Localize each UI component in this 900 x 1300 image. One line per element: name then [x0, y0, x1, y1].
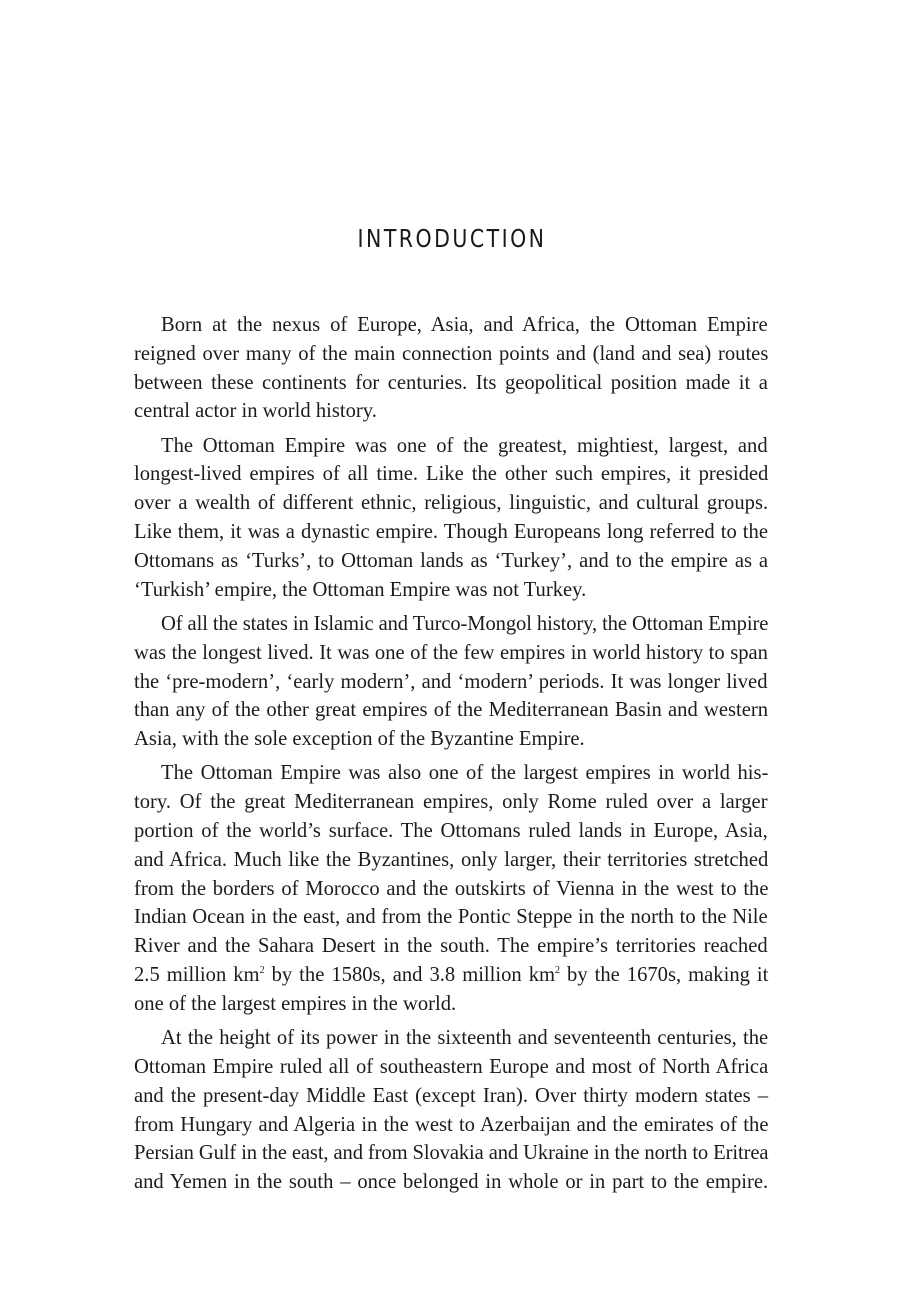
- text-line: and Africa. Much like the Byzantines, only larger, their territories stretched: [134, 848, 769, 871]
- text-line: portion of the world’s surface. The Ottomans ruled lands in Europe, Asia,: [134, 820, 768, 843]
- text-line: tory. Of the great Mediterranean empires, only Rome ruled over a larger: [134, 791, 768, 814]
- text-fragment: by the 1580s, and 3.8 million km: [264, 964, 556, 987]
- text-line: and the present-day Middle East (except Iran). Over thirty modern states –: [134, 1084, 769, 1107]
- text-fragment: 2.5 million km: [134, 964, 260, 987]
- paragraph-4: [134, 759, 768, 1018]
- superscript: 2: [555, 965, 561, 977]
- text-line: At the height of its power in the sixteenth and seventeenth centuries, the: [161, 1027, 769, 1050]
- superscript: 2: [259, 965, 265, 977]
- text-line: longest-lived empires of all time. Like the other such empires, it presided: [134, 463, 769, 486]
- text-line: The Ottoman Empire was also one of the largest empires in world his-: [161, 762, 769, 785]
- text-line: from the borders of Morocco and the outskirts of Vienna in the west to the: [134, 877, 769, 900]
- text-line: from Hungary and Algeria in the west to Azerbaijan and the emirates of the: [134, 1113, 769, 1136]
- text-line: Asia, with the sole exception of the Byzantine Empire.: [134, 728, 585, 751]
- paragraph-2: [134, 432, 768, 605]
- text-line: Indian Ocean in the east, and from the Pontic Steppe in the north to the Nile: [134, 906, 768, 929]
- text-line: ‘Turkish’ empire, the Ottoman Empire was not Turkey.: [134, 578, 587, 601]
- paragraph-5: [134, 1024, 768, 1197]
- text-line: the ‘pre-modern’, ‘early modern’, and ‘modern’ periods. It was longer lived: [134, 670, 768, 693]
- text-line: Of all the states in Islamic and Turco-Mongol history, the Ottoman Empire: [161, 612, 769, 635]
- text-line: Like them, it was a dynastic empire. Though Europeans long referred to the: [134, 521, 768, 544]
- text-line: than any of the other great empires of the Mediterranean Basin and western: [134, 699, 769, 722]
- text-line: Persian Gulf in the east, and from Slovakia and Ukraine in the north to Eritrea: [134, 1142, 769, 1165]
- text-line: and Yemen in the south – once belonged in whole or in part to the empire.: [134, 1171, 769, 1194]
- text-line: Born at the nexus of Europe, Asia, and Africa, the Ottoman Empire: [161, 314, 768, 336]
- paragraph-3: [134, 610, 768, 754]
- text-line: reigned over many of the main connection points and (land and sea) routes: [134, 342, 769, 365]
- chapter-title: INTRODUCTION: [357, 224, 547, 253]
- body-text: [134, 311, 768, 1202]
- text-line: The Ottoman Empire was one of the greatest, mightiest, largest, and: [161, 434, 768, 457]
- text-fragment: by the 1670s, making it: [560, 964, 769, 987]
- text-line: Ottoman Empire ruled all of southeastern Europe and most of North Africa: [134, 1055, 769, 1078]
- text-line: was the longest lived. It was one of the few empires in world history to span: [134, 641, 768, 664]
- text-line: central actor in world history.: [134, 400, 377, 423]
- text-line-with-superscripts: [134, 961, 768, 990]
- paragraph-1: [134, 311, 768, 426]
- text-line: one of the largest empires in the world.: [134, 992, 457, 1015]
- text-line: Ottomans as ‘Turks’, to Ottoman lands as ‘Turkey’, and to the empire as a: [134, 549, 769, 572]
- text-line: between these continents for centuries. Its geopolitical position made it a: [134, 371, 768, 394]
- text-line: over a wealth of different ethnic, religious, linguistic, and cultural groups.: [134, 492, 769, 515]
- text-line: River and the Sahara Desert in the south. The empire’s territories reached: [134, 935, 768, 958]
